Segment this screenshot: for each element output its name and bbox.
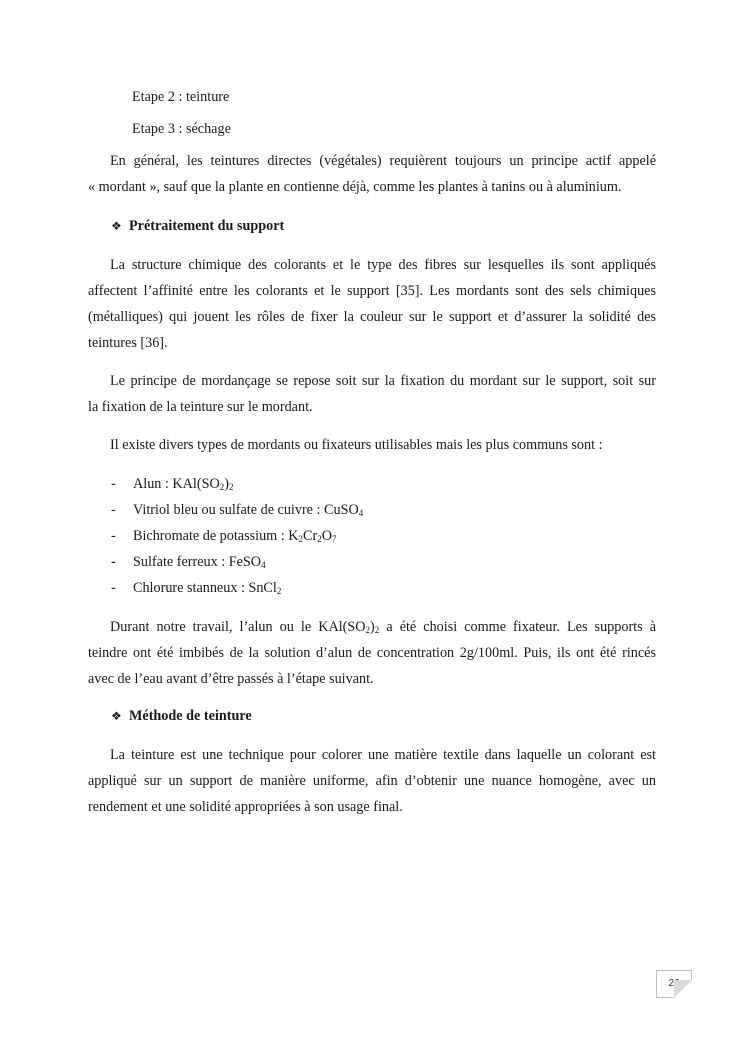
paragraph-types: Il existe divers types de mordants ou fixateurs utilisables mais les plus communs sont :: [110, 437, 603, 453]
page-curl-icon: [674, 980, 692, 998]
page-number: 26: [656, 970, 692, 998]
diamond-bullet-icon: ❖: [111, 219, 122, 233]
heading-methode: ❖ Méthode de teinture: [111, 708, 252, 724]
paragraph-structure: La structure chimique des colorants et le type des fibres sur lesquelles ils sont appliqués affectent l’affinité entre les colorants et le support [35]. Les mordants sont des sels chimiques (métalliques) qui jouent les rôles de fixer la couleur sur le support et d’assurer la solidité des teintures [36].: [88, 257, 656, 351]
list-item-sulfate: - Sulfate ferreux : FeSO$_4$: [111, 554, 266, 570]
list-item-alun: - Alun : $KAl(SO_2)_2$: [111, 476, 234, 492]
paragraph-durant: Durant notre travail, l’alun ou le $KAl(SO_2)_2$ a été choisi comme fixateur. Les supports à teindre ont été imbibés de la solution d’alun de concentration 2g/100ml. Puis, ils ont été rincés avec de l’eau avant d’être passés à l’étape suivant.: [88, 619, 656, 687]
diamond-bullet-icon: ❖: [111, 709, 122, 723]
step-2: Etape 2 : teinture: [132, 89, 230, 105]
list-item-bichromate: - Bichromate de potassium : $K_2Cr_2O_7$: [111, 528, 337, 544]
list-item-chlorure: - Chlorure stanneux : SnCl$_2$: [111, 580, 282, 596]
heading-pretraitement: ❖ Prétraitement du support: [111, 218, 285, 234]
paragraph-principe: Le principe de mordançage se repose soit sur la fixation du mordant sur le support, soit sur la fixation de la teinture sur le mordant.: [88, 373, 656, 415]
list-item-vitriol: - Vitriol bleu ou sulfate de cuivre : CuSO$_4$: [111, 502, 364, 518]
step-3: Etape 3 : séchage: [132, 121, 231, 137]
paragraph-teinture: La teinture est une technique pour colorer une matière textile dans laquelle un colorant est appliqué sur un support de manière uniforme, afin d’obtenir une nuance homogène, avec un rendement et une solidité appropriées à son usage final.: [88, 747, 656, 815]
paragraph-general: En général, les teintures directes (végétales) requièrent toujours un principe actif appelé « mordant », sauf que la plante en contienne déjà, comme les plantes à tanins ou à aluminium.: [88, 153, 656, 195]
